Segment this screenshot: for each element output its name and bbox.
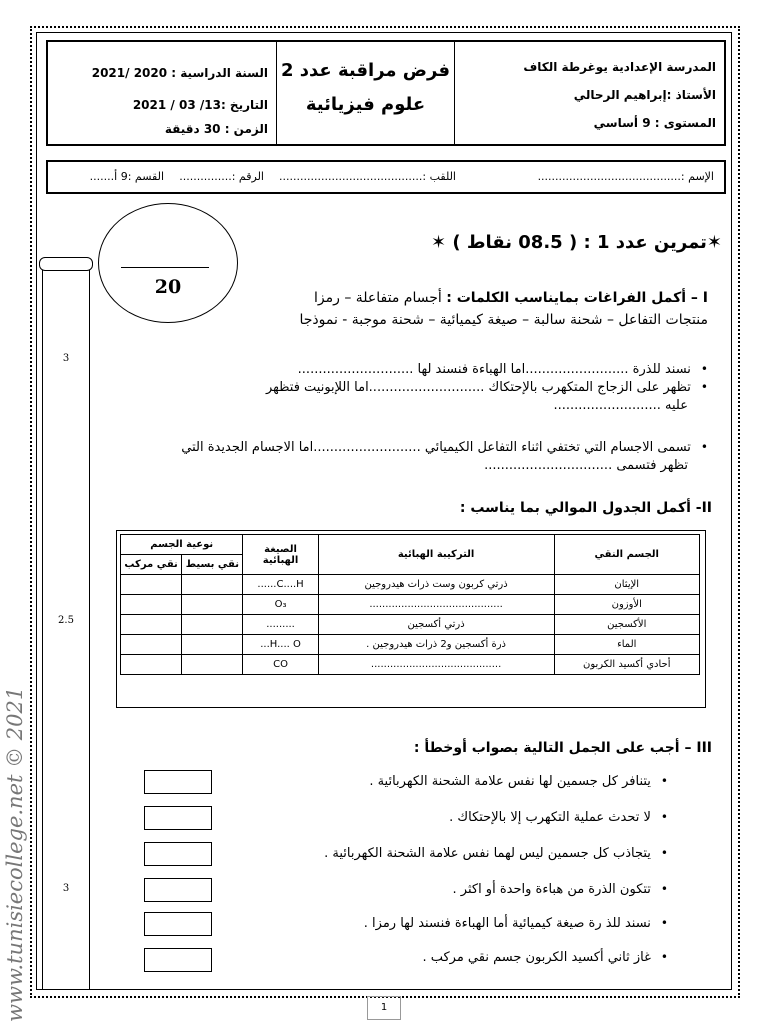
cell-simple[interactable] [182,575,243,595]
col-compound: نقي مركب [121,555,182,575]
part1-words-line1: أجسام متفاعلة – رمزا [314,290,442,306]
tf-answer-box-2[interactable] [144,806,212,830]
cell-compound[interactable] [121,635,182,655]
table-row [121,635,700,655]
col-molecular-formula: الصيغة الهبائية [243,535,318,575]
table-row [121,575,700,595]
tf-answer-box-1[interactable] [144,770,212,794]
points-part2: 2.5 [58,615,74,626]
exam-header [46,40,726,146]
tf-statement-6: • غاز ثاني أكسيد الكربون جسم نقي مركب . [422,950,668,965]
cell-simple[interactable] [182,595,243,615]
watermark: www.tunisiecollege.net © 2021 [3,686,27,1022]
level: المستوى : 9 أساسي [593,116,716,130]
exercise-title: ✶تمرين عدد 1 : ( 08.5 نقاط ) ✶ [431,232,722,253]
part3-title: III – أجب على الجمل التالية بصواب أوخطأ : [413,740,712,756]
tf-answer-box-6[interactable] [144,948,212,972]
cell-name: أحادي أكسيد الكربون [554,655,700,675]
cell-compound[interactable] [121,655,182,675]
school-name: المدرسة الإعدادية يوغرطة الكاف [523,60,716,74]
scroll-top [39,257,93,271]
part1-item-2[interactable]: • تظهر على الزجاج المتكهرب بالإحتكاك ............................اما اللإبونيت فتظهر [266,380,708,395]
page-number: 1 [367,996,401,1020]
exam-title: فرض مراقبة عدد 2 [280,60,451,81]
tf-answer-box-4[interactable] [144,878,212,902]
part1-item-1[interactable]: • نسند للذرة .........................اما الهباءة فنسند لها ............................ [298,362,708,377]
cell-composition[interactable]: .......................................... [318,595,554,615]
cell-formula: O₃ [243,595,318,615]
table-header-row [121,535,700,555]
cell-compound[interactable] [121,595,182,615]
subject: علوم فيزيائية [305,94,426,115]
cell-simple[interactable] [182,635,243,655]
cell-composition: ذرتي كربون وست ذرات هيدروجين [318,575,554,595]
cell-formula[interactable]: ......... [243,615,318,635]
table-row [121,615,700,635]
student-number-field[interactable]: الرقم :............... [179,170,264,183]
part1-item-3-cont[interactable]: تظهر فتسمى ............................... [484,458,688,473]
part1-words-line2: منتجات التفاعل – شحنة سالبة – صيغة كيميائية – شحنة موجبة - نموذجا [299,312,708,328]
points-part3: 3 [62,883,70,894]
grade-total: 20 [154,276,182,298]
col-simple: نقي بسيط [182,555,243,575]
table-row [121,595,700,615]
part2-title: II- أكمل الجدول الموالي بما يناسب : [459,500,712,516]
grade-circle [98,203,238,323]
tf-answer-box-3[interactable] [144,842,212,866]
student-info-row [46,160,726,194]
header-right [454,42,724,144]
cell-simple[interactable] [182,615,243,635]
tf-statement-1: • يتنافر كل جسمين لها نفس علامة الشحنة الكهربائية . [369,774,668,789]
cell-compound[interactable] [121,575,182,595]
part1-item-2-cont[interactable]: عليه .......................... [553,398,688,413]
part1-title: I – أكمل الفراغات بمايناسب الكلمات : [446,290,708,306]
cell-composition[interactable]: ......................................... [318,655,554,675]
part1-item-3[interactable]: • تسمى الاجسام التي تختفي اثناء التفاعل الكيميائي ..........................اما الاجسام الجديدة التي [181,440,708,455]
tf-statement-2: • لا تحدث عملية التكهرب إلا بالإحتكاك . [449,810,668,825]
header-left [48,42,276,144]
cell-name: الأوزون [554,595,700,615]
cell-compound[interactable] [121,615,182,635]
student-name-field[interactable]: الإسم :......................................... [537,170,714,183]
cell-formula[interactable]: C....H...... [243,575,318,595]
molecules-table [120,534,700,675]
cell-name: الأكسجين [554,615,700,635]
school-year: السنة الدراسية : 2020 /2021 [91,66,268,80]
table-row [121,655,700,675]
student-surname-field[interactable]: اللقب :......................................... [279,170,456,183]
points-margin-scroll [42,262,90,990]
cell-name: الماء [554,635,700,655]
col-pure-body: الجسم النقي [554,535,700,575]
cell-composition: ذرة أكسجين و2 ذرات هيدروجين . [318,635,554,655]
header-center [276,42,454,144]
cell-formula: CO [243,655,318,675]
cell-formula[interactable]: H.... O... [243,635,318,655]
tf-statement-3: • يتجاذب كل جسمين ليس لهما نفس علامة الشحنة الكهربائية . [324,846,668,861]
grade-line [121,267,209,268]
cell-composition: ذرتي أكسجين [318,615,554,635]
exam-date: التاريخ :13/ 03 / 2021 [132,98,268,112]
cell-simple[interactable] [182,655,243,675]
tf-statement-5: • نسند للذ رة صيغة كيميائية أما الهباءة فنسند لها رمزا . [364,916,668,931]
exam-duration: الزمن : 30 دقيقة [164,122,268,136]
part1-heading [314,290,708,306]
points-part1: 3 [62,353,70,364]
tf-answer-box-5[interactable] [144,912,212,936]
col-atomic-composition: التركيبة الهبائية [318,535,554,575]
col-body-type: نوعية الجسم [121,535,243,555]
tf-statement-4: • تتكون الذرة من هباءة واحدة أو اكثر . [453,882,668,897]
teacher-name: الأستاذ :إبراهيم الرحالي [573,88,716,102]
cell-name: الإيثان [554,575,700,595]
student-class-field[interactable]: القسم :9 أ....... [89,170,164,183]
